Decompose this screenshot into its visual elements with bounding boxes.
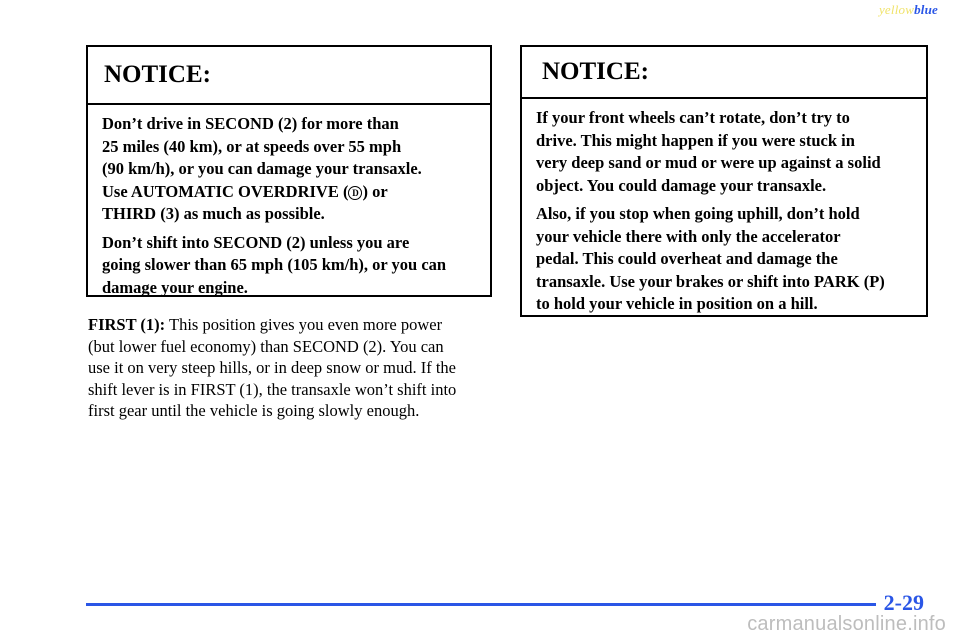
watermark-logo: carmanualsonline.info	[747, 613, 946, 635]
footer-divider	[86, 603, 876, 606]
overdrive-icon: D	[348, 186, 362, 200]
paragraph-text: This position gives you even more power	[165, 315, 443, 334]
paragraph-line: first gear until the vehicle is going slowly enough.	[88, 401, 420, 420]
notice-title: NOTICE:	[88, 47, 490, 105]
notice-paragraph	[536, 203, 914, 316]
color-tag	[879, 2, 938, 18]
notice-line: to hold your vehicle in position on a hill.	[536, 294, 818, 313]
notice-body	[88, 105, 490, 299]
paragraph-line: (but lower fuel economy) than SECOND (2). You can	[88, 336, 444, 356]
notice-line: THIRD (3) as much as possible.	[102, 204, 325, 223]
paragraph-lead: FIRST (1):	[88, 315, 166, 334]
notice-paragraph	[102, 232, 478, 300]
first-gear-paragraph	[88, 314, 494, 422]
color-tag-blue: blue	[914, 2, 938, 17]
notice-paragraph	[102, 113, 478, 226]
notice-box-right	[520, 45, 928, 317]
paragraph-line: shift lever is in FIRST (1), the transaxle won’t shift into	[88, 379, 457, 399]
notice-line-part: ) or	[362, 181, 388, 201]
notice-line: object. You could damage your transaxle.	[536, 175, 827, 195]
paragraph-line: use it on very steep hills, or in deep snow or mud. If the	[88, 358, 456, 377]
paragraph-line	[88, 314, 494, 336]
notice-line: your vehicle there with only the accelerator	[536, 226, 841, 246]
notice-line: (90 km/h), or you can damage your transaxle.	[102, 159, 422, 178]
notice-line: 25 miles (40 km), or at speeds over 55 mph	[102, 136, 402, 156]
notice-line: transaxle. Use your brakes or shift into PARK (P)	[536, 271, 885, 291]
notice-title: NOTICE:	[522, 47, 926, 99]
notice-line: going slower than 65 mph (105 km/h), or you can	[102, 255, 447, 274]
notice-line: Don’t drive in SECOND (2) for more than	[102, 114, 399, 133]
notice-body	[522, 99, 926, 316]
notice-line: damage your engine.	[102, 277, 248, 297]
notice-line: If your front wheels can’t rotate, don’t try to	[536, 108, 850, 127]
notice-paragraph	[536, 107, 914, 197]
notice-line: drive. This might happen if you were stuck in	[536, 130, 855, 150]
notice-line: Don’t shift into SECOND (2) unless you are	[102, 232, 410, 252]
notice-line: Also, if you stop when going uphill, don’t hold	[536, 204, 860, 223]
notice-line: very deep sand or mud or were up against a solid	[536, 153, 881, 172]
page-number: 2-29	[883, 590, 924, 615]
notice-line: pedal. This could overheat and damage the	[536, 249, 838, 268]
notice-box-left	[86, 45, 492, 297]
notice-line-overdrive	[102, 181, 478, 204]
color-tag-yellow: yellow	[878, 2, 915, 17]
notice-line-part: Use AUTOMATIC OVERDRIVE (	[102, 181, 349, 201]
